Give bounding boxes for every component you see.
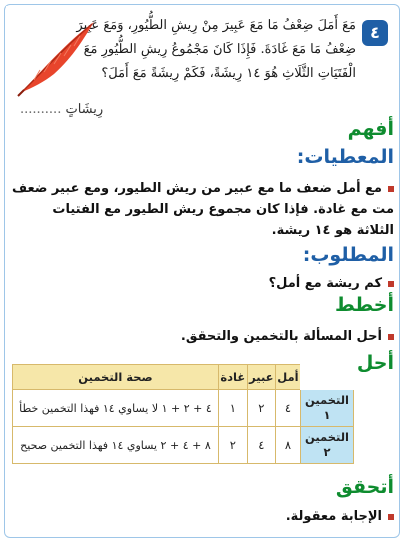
verify-heading: أتحقق: [335, 476, 394, 498]
plan-heading: أخطط: [334, 294, 394, 316]
given-heading: المعطيات:: [296, 146, 394, 168]
cell-abeer: ٤: [247, 427, 275, 464]
understand-heading: أفهم: [347, 118, 394, 140]
table-row: [13, 390, 354, 427]
given-text: [12, 178, 394, 241]
solve-heading: أحل: [356, 352, 394, 374]
plan-text-content: أحل المسألة بالتخمين والتحقق.: [180, 329, 382, 344]
required-text-content: كم ريشة مع أمل؟: [268, 276, 382, 291]
answer-unit: رِيشَاتٍ: [65, 102, 104, 117]
problem-statement: مَعَ أَمَلَ ضِعْفُ مَا مَعَ عَبِيرَ مِنْ رِيشِ الطُّيُورِ، وَمَعَ عَبِيرَ ضِعْفُ مَا مَعَ غَادَةَ. فَإِذَا كَانَ مَجْمُوعُ رِيشِ الطُّيُورِ مَعَ الْفَتَيَاتِ الثَّلَاثِ هُوَ ١٤ رِيشَةً، فَكَمْ رِيشَةً مَعَ أَمَلَ؟: [76, 18, 356, 81]
answer-blank[interactable]: [20, 102, 103, 117]
table-header-row: [13, 365, 354, 390]
cell-abeer: ٢: [247, 390, 275, 427]
required-heading: المطلوب:: [302, 244, 394, 266]
plan-text: [12, 326, 394, 347]
cell-check: ٤ + ٢ + ١ لا يساوي ١٤ فهذا التخمين خطأ: [13, 390, 219, 427]
cell-ghada: ٢: [218, 427, 247, 464]
quill-feather-icon: [14, 18, 98, 98]
col-header-amal: أمل: [275, 365, 300, 390]
col-header-ghada: غادة: [218, 365, 247, 390]
cell-check: ٨ + ٤ + ٢ يساوي ١٤ فهذا التخمين صحيح: [13, 427, 219, 464]
bullet-icon: [388, 281, 394, 287]
table-corner: [301, 365, 354, 390]
guess-check-table: [12, 364, 354, 464]
row-label: التخمين ٢: [301, 427, 354, 464]
answer-dots: ..........: [20, 102, 62, 117]
problem-number-badge: ٤: [362, 20, 388, 46]
cell-amal: ٤: [275, 390, 300, 427]
given-text-content: مع أمل ضعف ما مع عبير من ريش الطيور، ومع عبير ضعف مت مع غادة. فإذا كان مجموع ريش الطيور مع الفتيات الثلاثة هو ١٤ ريشة.: [12, 181, 394, 238]
col-header-abeer: عبير: [247, 365, 275, 390]
bullet-icon: [388, 334, 394, 340]
cell-ghada: ١: [218, 390, 247, 427]
required-text: [12, 273, 394, 294]
bullet-icon: [388, 514, 394, 520]
verify-text-content: الإجابة معقولة.: [285, 509, 382, 524]
cell-amal: ٨: [275, 427, 300, 464]
table-row: [13, 427, 354, 464]
bullet-icon: [388, 186, 394, 192]
problem-box: [6, 6, 396, 126]
verify-text: [12, 506, 394, 527]
row-label: التخمين ١: [301, 390, 354, 427]
col-header-check: صحة التخمين: [13, 365, 219, 390]
